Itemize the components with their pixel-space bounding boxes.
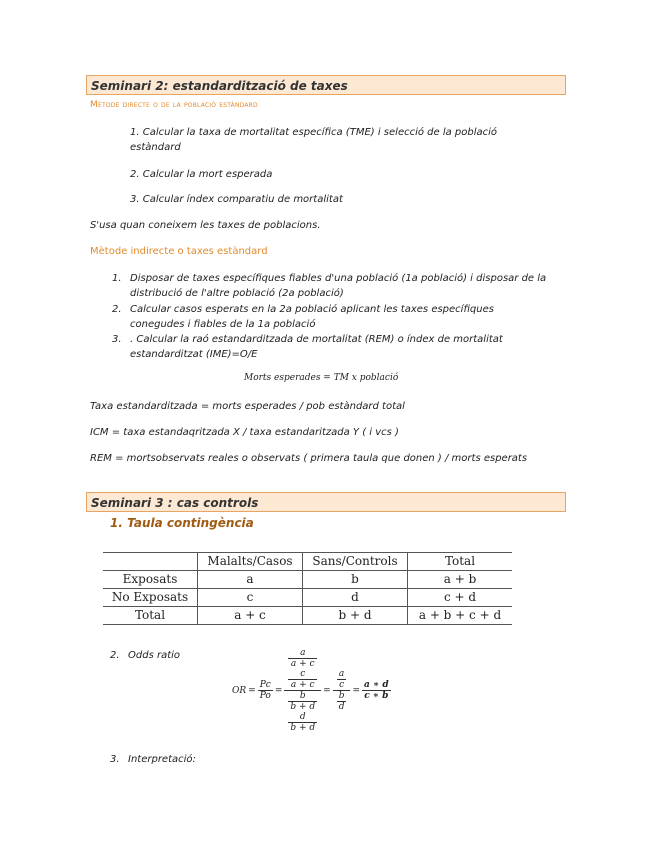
frac-denominator: b + d (290, 702, 316, 712)
or-lhs: OR (232, 685, 247, 696)
indirect-step-1: Disposar de taxes específiques fiables d'una població (1a població) i disposar de la distribució de l'altre població (2a població) (130, 273, 547, 299)
frac-a-over-apc (286, 648, 319, 669)
table-cell: b (303, 571, 408, 589)
table-cell: a + b (408, 571, 513, 589)
frac-a-over-c (335, 669, 349, 690)
table-cell: a + c (198, 607, 303, 625)
frac-ac-bd (333, 669, 351, 712)
item-odds-ratio: Odds ratio (128, 650, 181, 661)
frac-numerator: d (288, 712, 317, 723)
table-cell: d (303, 589, 408, 607)
frac-denominator: Po (259, 691, 271, 701)
table-header: Sans/Controls (303, 553, 408, 571)
table-row (103, 589, 512, 607)
rem-line: REM = mortsobservats reales o observats ( primera taula que donen ) / morts esperats (90, 453, 528, 464)
indirect-step-3-number: 3. (112, 334, 122, 345)
table-cell: Exposats (103, 571, 198, 589)
section-heading-seminari-2: Seminari 2: estandardització de taxes (86, 75, 566, 95)
item-taula-contingencia: 1. Taula contingència (110, 516, 254, 530)
taxa-estandarditzada-line: Taxa estandarditzada = morts esperades / pob estàndard total (90, 401, 405, 412)
table-row (103, 571, 512, 589)
table-cell: a (198, 571, 303, 589)
frac-c-over-apc (286, 669, 319, 690)
item-3-number: 3. (110, 754, 120, 765)
table-cell: c + d (408, 589, 513, 607)
indirect-step-1-number: 1. (112, 273, 122, 284)
frac-denominator: a + c (290, 659, 315, 669)
formula-morts-esperades: Morts esperades = TM x població (244, 373, 399, 383)
frac-numerator (333, 669, 351, 691)
frac-numerator: Pc (259, 680, 271, 690)
indirect-step-3: . Calcular la raó estandarditzada de mortalitat (REM) o índex de mortalitat estandarditzat (IME)=O/E (130, 334, 503, 360)
item-2-number: 2. (110, 650, 120, 661)
direct-method-note: S'usa quan coneixem les taxes de poblacions. (90, 220, 321, 231)
frac-numerator: a ∗ d (364, 680, 389, 690)
frac-numerator: b (288, 691, 317, 702)
table-header: Total (408, 553, 513, 571)
frac-numerator: c (288, 669, 317, 680)
table-header: Malalts/Casos (198, 553, 303, 571)
table-row (103, 607, 512, 625)
frac-denominator: c (339, 680, 345, 690)
frac-big-denominator (284, 691, 321, 733)
direct-method-title: Mètode directe o de la població estàndard (90, 100, 258, 110)
direct-step-2: 2. Calcular la mort esperada (130, 169, 273, 180)
frac-b-over-bpd (286, 691, 319, 712)
table-cell: c (198, 589, 303, 607)
frac-d-over-bpd (286, 712, 319, 733)
direct-step-1: 1. Calcular la taxa de mortalitat específica (TME) i selecció de la població estàndard (130, 127, 498, 153)
icm-line: ICM = taxa estandaqritzada X / taxa estandaritzada Y ( i vcs ) (90, 427, 399, 438)
frac-numerator: b (338, 691, 345, 701)
frac-denominator: a + c (290, 680, 315, 690)
frac-denominator: d (338, 702, 345, 712)
direct-step-3: 3. Calcular índex comparatiu de mortalitat (130, 194, 343, 205)
table-cell: No Exposats (103, 589, 198, 607)
frac-b-over-d (335, 691, 349, 712)
table-cell: b + d (303, 607, 408, 625)
frac-numerator: a (288, 648, 317, 659)
frac-pc-po (258, 680, 273, 701)
section-heading-seminari-3: Seminari 3 : cas controls (86, 492, 566, 512)
contingency-table (103, 552, 512, 625)
frac-numerator: a (337, 669, 347, 680)
odds-ratio-formula: OR = $\frac{Pc}{Po}$ = a a + c c a + c b b + d d b + d = a c b d = $\frac{a ∗ d}{c ∗ b}$ (232, 648, 389, 733)
table-cell: Total (103, 607, 198, 625)
table-cell: a + b + c + d (408, 607, 513, 625)
frac-denominator (333, 691, 351, 712)
indirect-step-2: Calcular casos esperats en la 2a població aplicant les taxes específiques conegudes i fiables de la 1a població (130, 304, 494, 330)
item-interpretacio: Interpretació: (128, 754, 196, 765)
indirect-method-title: Mètode indirecte o taxes estàndard (90, 246, 268, 257)
frac-big-numerator (284, 648, 321, 691)
table-header-empty (103, 553, 198, 571)
frac-big (284, 648, 321, 733)
frac-final (362, 680, 391, 701)
frac-denominator: b + d (290, 723, 316, 733)
indirect-step-2-number: 2. (112, 304, 122, 315)
frac-denominator: c ∗ b (364, 691, 389, 701)
